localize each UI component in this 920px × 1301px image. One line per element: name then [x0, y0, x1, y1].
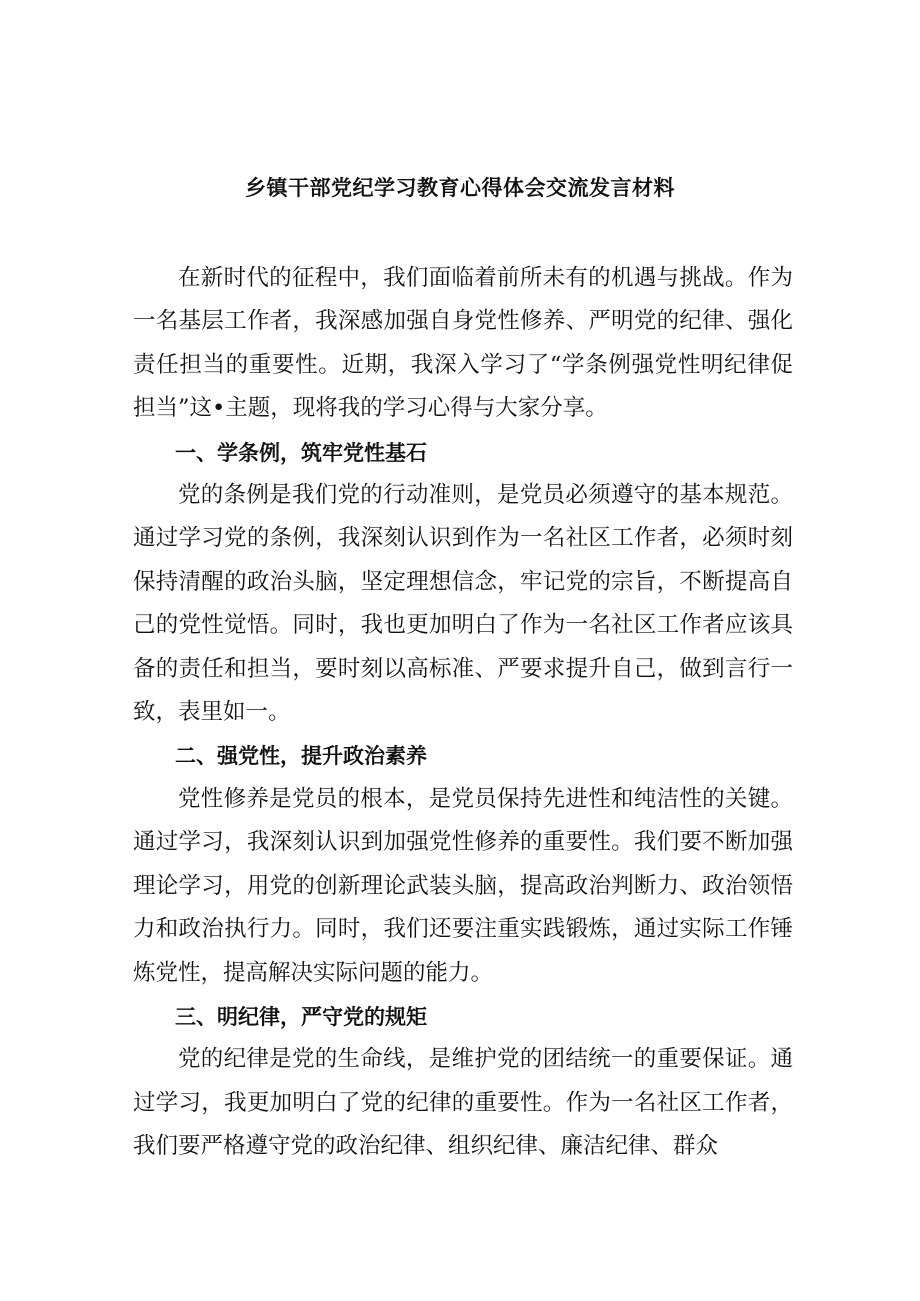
- section-1-heading: 一、学条例，筑牢党性基石: [175, 439, 427, 465]
- document-body: [133, 257, 793, 1169]
- section-3-heading: 三、明纪律，严守党的规矩: [175, 1003, 427, 1029]
- section-1-paragraph: 党的条例是我们党的行动准则，是党员必须遵守的基本规范。通过学习党的条例，我深刻认识到作为一名社区工作者，必须时刻保持清醒的政治头脑，坚定理想信念，牢记党的宗旨，不断提高自己的党性觉悟。同时，我也更加明白了作为一名社区工作者应该具备的责任和担当，要时刻以高标准、严要求提升自己，做到言行一致，表里如一。: [133, 482, 793, 726]
- section-2-heading: 二、强党性，提升政治素养: [175, 743, 427, 769]
- document-title: 乡镇干部党纪学习教育心得体会交流发言材料: [245, 175, 675, 200]
- section-3-paragraph: 党的纪律是党的生命线，是维护党的团结统一的重要保证。通过学习，我更加明白了党的纪律的重要性。作为一名社区工作者，我们要严格遵守党的政治纪律、组织纪律、廉洁纪律、群众: [133, 1046, 793, 1160]
- section-2-paragraph: 党性修养是党员的根本，是党员保持先进性和纯洁性的关键。通过学习，我深刻认识到加强党性修养的重要性。我们要不断加强理论学习，用党的创新理论武装头脑，提高政治判断力、政治领悟力和政治执行力。同时，我们还要注重实践锻炼，通过实际工作锤炼党性，提高解决实际问题的能力。: [133, 785, 793, 986]
- intro-paragraph: 在新时代的征程中，我们面临着前所未有的机遇与挑战。作为一名基层工作者，我深感加强自身党性修养、严明党的纪律、强化责任担当的重要性。近期，我深入学习了“学条例强党性明纪律促担当”这•主题，现将我的学习心得与大家分享。: [133, 265, 793, 422]
